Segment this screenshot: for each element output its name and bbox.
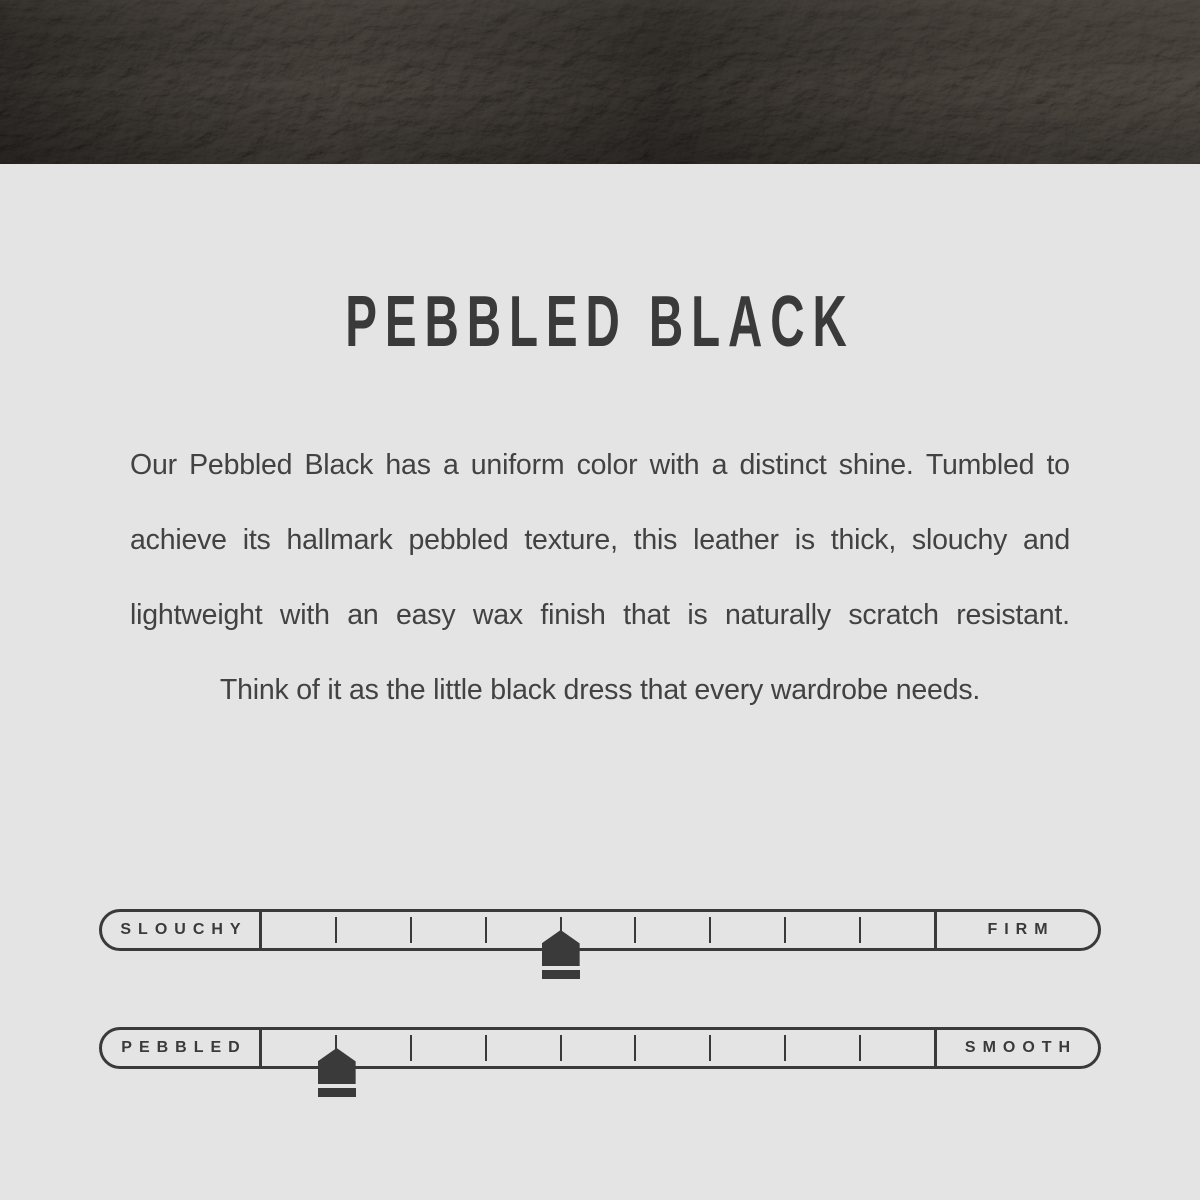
product-description (130, 428, 1070, 728)
slouchy-firm-scale (99, 909, 1101, 1019)
description-word: to (1046, 449, 1070, 481)
scale-tick (410, 917, 412, 943)
description-word: that (623, 599, 670, 631)
description-word: lightweight (130, 599, 263, 631)
scale-tick (634, 1035, 636, 1061)
description-word: is (794, 524, 815, 556)
scale-right-label: FIRM (934, 912, 1098, 948)
scale-marker-pointer-icon (542, 930, 580, 966)
description-word: an (347, 599, 379, 631)
scale-marker-base (542, 970, 580, 979)
description-word: naturally (724, 599, 831, 631)
scale-tick (859, 917, 861, 943)
pebbled-smooth-scale (99, 1027, 1101, 1137)
description-word: slouchy (911, 524, 1008, 556)
description-word: hallmark (286, 524, 393, 556)
description-word: distinct (739, 449, 827, 481)
scale-marker-base (318, 1088, 356, 1097)
description-word: finish (540, 599, 606, 631)
description-word: color (576, 449, 638, 481)
scale-tick (709, 1035, 711, 1061)
description-word: wax (472, 599, 523, 631)
scale-left-label: SLOUCHY (102, 912, 262, 948)
scale-left-label: PEBBLED (102, 1030, 262, 1066)
description-word: a (442, 449, 459, 481)
scale-tick (859, 1035, 861, 1061)
description-line (130, 503, 1070, 578)
scale-track (99, 909, 1101, 951)
description-word: and (1023, 524, 1070, 556)
scale-marker (542, 930, 580, 979)
scale-tick (485, 917, 487, 943)
description-word: scratch (848, 599, 939, 631)
scale-tick (634, 917, 636, 943)
description-word: Our (130, 449, 177, 481)
description-word: with (649, 449, 700, 481)
description-word: uniform (470, 449, 565, 481)
scale-marker-pointer-icon (318, 1048, 356, 1084)
description-word: its (242, 524, 271, 556)
leather-texture-art (0, 0, 1200, 164)
scale-tick (335, 917, 337, 943)
description-word: pebbled (408, 524, 509, 556)
scale-tick (709, 917, 711, 943)
description-word: Tumbled (925, 449, 1035, 481)
description-word: Black (304, 449, 374, 481)
scale-right-label: SMOOTH (934, 1030, 1098, 1066)
description-word: has (385, 449, 431, 481)
description-line: Think of it as the little black dress that every wardrobe needs. (219, 674, 981, 706)
description-word: a (711, 449, 728, 481)
description-word: leather (693, 524, 779, 556)
scale-tick (560, 1035, 562, 1061)
description-word: texture, (524, 524, 618, 556)
page-title (0, 282, 1200, 371)
description-line (130, 428, 1070, 503)
description-word: resistant. (956, 599, 1070, 631)
scale-marker (318, 1048, 356, 1097)
scale-track (99, 1027, 1101, 1069)
scale-tick (485, 1035, 487, 1061)
description-word: is (687, 599, 708, 631)
scale-ticks (262, 912, 934, 948)
scale-ticks (262, 1030, 934, 1066)
description-line (130, 578, 1070, 653)
description-word: easy (395, 599, 456, 631)
page-title-text: PEBBLED BLACK (345, 282, 855, 362)
scale-tick (410, 1035, 412, 1061)
description-word: this (633, 524, 678, 556)
description-word: achieve (130, 524, 227, 556)
leather-texture-image (0, 0, 1200, 164)
description-word: thick, (830, 524, 897, 556)
description-word: Pebbled (189, 449, 293, 481)
description-word: with (279, 599, 330, 631)
scale-tick (784, 1035, 786, 1061)
description-word: shine. (838, 449, 914, 481)
scale-tick (784, 917, 786, 943)
